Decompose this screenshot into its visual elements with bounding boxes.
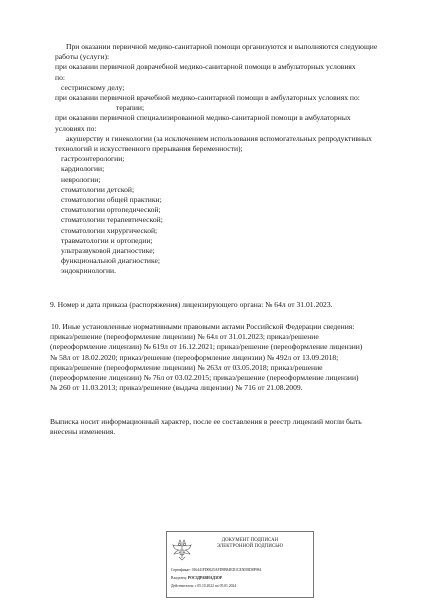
list-item: неврологии; [61, 174, 101, 184]
list-item: травматологии и ортопедии; [61, 235, 153, 245]
paragraph-line: приказ/решение (переоформление лицензии) № 64л от 31.01.2023; приказ/решение [50, 332, 319, 342]
list-item: стоматологии детской; [61, 184, 135, 194]
list-item: эндокринологии. [61, 266, 117, 276]
stamp-title-line: ДОКУМЕНТ ПОДПИСАН [221, 538, 279, 543]
list-item: условиях по: [55, 123, 97, 133]
paragraph-line: приказ/решение (переоформление лицензии) № 263л от 03.05.2018; приказ/решение [50, 362, 323, 372]
other-information-paragraph [50, 322, 424, 393]
order-number-paragraph: 9. Номер и дата приказа (распоряжения) лицензирующего органа: № 64л от 31.01.2023. [50, 300, 333, 309]
electronic-signature-stamp [166, 531, 314, 598]
list-item: сестринскому делу; [61, 82, 125, 92]
paragraph-line: внесены изменения. [50, 427, 116, 437]
validity-label: Действителен: [171, 584, 194, 588]
owner-value: РОСЗДРАВНАДЗОР [187, 576, 223, 580]
paragraph-line: № 58л от 18.02.2020; приказ/решение (переоформление лицензии) № 492л от 13.09.2018; [50, 352, 339, 362]
list-item: при оказании первичной специализированной медико-санитарной помощи в амбулаторных [55, 113, 351, 123]
list-item: стоматологии терапевтической; [61, 215, 163, 225]
certificate-value: 016441FD0025AFD9B84ED1CE5058D8F984 [191, 568, 262, 572]
paragraph-line: (переоформление лицензии) № 76л от 03.02.2015; приказ/решение (переоформление лицензии) [50, 373, 359, 383]
list-item: функциональной диагностике; [61, 256, 160, 266]
owner-label: Владелец: [171, 576, 187, 580]
validity-value: с 05.10.2022 по 05.01.2024 [194, 584, 237, 588]
list-item: ультразвуковой диагностике; [61, 246, 155, 256]
paragraph-line: № 260 от 11.03.2013; приказ/решение (выдача лицензии) № 716 от 21.08.2009. [50, 383, 303, 393]
stamp-title-line: ЭЛЕКТРОННОЙ ПОДПИСЬЮ [216, 544, 284, 550]
list-item: терапии; [116, 103, 145, 113]
paragraph-line: (переоформление лицензии) № 619л от 16.12.2021; приказ/решение (переоформление лицензии) [50, 342, 363, 352]
list-item: стоматологии хирургической; [61, 225, 158, 235]
list-item: работы (услуги): [55, 52, 110, 62]
certificate-label: Сертификат: [171, 568, 191, 572]
list-item: кардиологии; [61, 164, 105, 174]
licensed-works-list [50, 42, 422, 277]
stamp-title [177, 538, 323, 550]
list-item: гастроэнтерологии; [61, 154, 125, 164]
list-item: стоматологии общей практики; [61, 195, 162, 205]
list-item: стоматологии ортопедической; [61, 205, 161, 215]
certificate-line [171, 568, 261, 573]
list-item: акушерству и гинекологии (за исключением использования вспомогательных репродуктивных [66, 133, 372, 143]
paragraph-line: 10. Иные установленные нормативными правовыми актами Российской Федерации сведения: [51, 322, 355, 331]
list-item: При оказании первичной медико-санитарной помощи организуются и выполняются следующие [66, 42, 378, 51]
list-item: технологий и искусственного прерывания беременности); [55, 144, 243, 154]
owner-line [171, 576, 222, 581]
list-item: при оказании первичной врачебной медико-санитарной помощи в амбулаторных условиях по: [55, 93, 360, 103]
list-item: по: [55, 72, 65, 82]
validity-line [171, 584, 236, 589]
disclaimer-paragraph [50, 417, 424, 437]
paragraph-line: Выписка носит информационный характер, после ее составления в реестр лицензий могли быть [50, 417, 362, 426]
list-item: при оказании первичной доврачебной медико-санитарной помощи в амбулаторных условиях [55, 62, 356, 72]
